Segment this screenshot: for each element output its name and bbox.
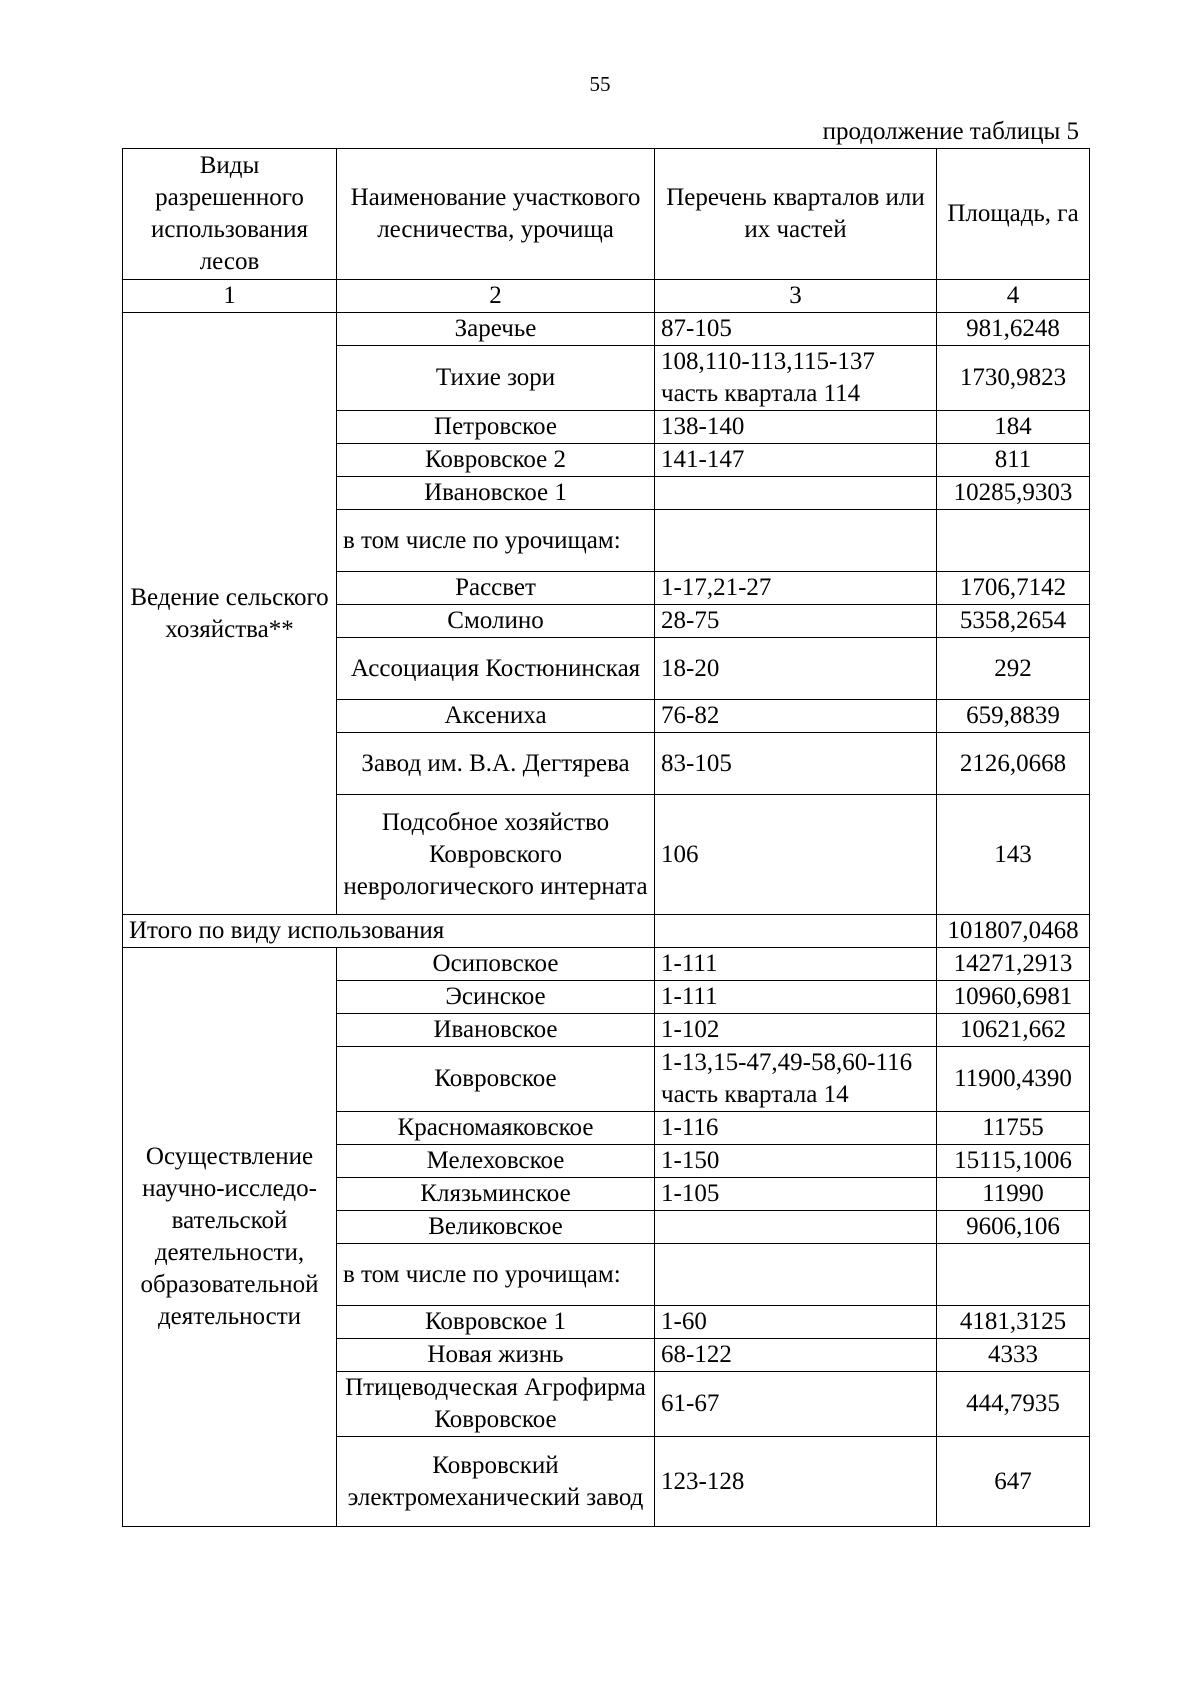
- use-type-research-education: Осуществление научно-исследо-вательской деятельности, образовательной деятельности: [123, 948, 337, 1527]
- total-label: Итого по виду использования: [123, 915, 655, 948]
- blocks-cell: 87-105: [655, 313, 937, 346]
- table-continuation-label: продолжение таблицы 5: [822, 118, 1079, 145]
- blocks-cell: 83-105: [655, 733, 937, 795]
- table-row: [123, 313, 1090, 346]
- blocks-cell: 28-75: [655, 605, 937, 638]
- area-cell: 10285,9303: [937, 477, 1090, 510]
- total-blocks: [655, 915, 937, 948]
- area-cell: 444,7935: [937, 1372, 1090, 1437]
- forestry-name-cell: Смолино: [337, 605, 655, 638]
- header-row: [123, 149, 1090, 280]
- header-use-type: Виды разрешенного использования лесов: [123, 149, 337, 280]
- forestry-name-cell: Рассвет: [337, 572, 655, 605]
- area-cell: 1730,9823: [937, 346, 1090, 411]
- blocks-cell: 1-111: [655, 948, 937, 981]
- area-cell: 11755: [937, 1112, 1090, 1145]
- area-cell: 292: [937, 638, 1090, 700]
- area-cell: 659,8839: [937, 700, 1090, 733]
- table-row: [123, 948, 1090, 981]
- forestry-name-cell: Мелеховское: [337, 1145, 655, 1178]
- page-number: 55: [589, 72, 611, 96]
- total-row: [123, 915, 1090, 948]
- header-forestry-name: Наименование участкового лесничества, урочища: [337, 149, 655, 280]
- blocks-cell: 76-82: [655, 700, 937, 733]
- blocks-cell: [655, 477, 937, 510]
- total-area: 101807,0468: [937, 915, 1090, 948]
- forestry-name-cell: Клязьминское: [337, 1178, 655, 1211]
- forestry-name-cell: Эсинское: [337, 981, 655, 1014]
- blocks-cell: 1-17,21-27: [655, 572, 937, 605]
- forestry-name-cell: Новая жизнь: [337, 1339, 655, 1372]
- area-cell: 811: [937, 444, 1090, 477]
- area-cell: 11900,4390: [937, 1047, 1090, 1112]
- header-blocks-list: Перечень кварталов или их частей: [655, 149, 937, 280]
- area-cell: 5358,2654: [937, 605, 1090, 638]
- area-cell: 11990: [937, 1178, 1090, 1211]
- forestry-name-cell: Ивановское 1: [337, 477, 655, 510]
- forestry-name-cell: Осиповское: [337, 948, 655, 981]
- area-cell: 2126,0668: [937, 733, 1090, 795]
- area-cell: 647: [937, 1437, 1090, 1527]
- header-area: Площадь, га: [937, 149, 1090, 280]
- column-number-row: [123, 280, 1090, 313]
- blocks-cell: 1-60: [655, 1306, 937, 1339]
- blocks-cell: 61-67: [655, 1372, 937, 1437]
- forestry-name-cell: Ковровское 1: [337, 1306, 655, 1339]
- use-type-agriculture: Ведение сельского хозяйства**: [123, 313, 337, 915]
- blocks-cell: 138-140: [655, 411, 937, 444]
- blocks-cell: 68-122: [655, 1339, 937, 1372]
- forestry-name-cell: в том числе по урочищам:: [337, 1244, 655, 1306]
- blocks-cell: 1-102: [655, 1014, 937, 1047]
- forestry-name-cell: Великовское: [337, 1211, 655, 1244]
- forestry-name-cell: в том числе по урочищам:: [337, 510, 655, 572]
- area-cell: 10621,662: [937, 1014, 1090, 1047]
- forestry-name-cell: Завод им. В.А. Дегтярева: [337, 733, 655, 795]
- area-cell: 981,6248: [937, 313, 1090, 346]
- forestry-name-cell: Ковровское 2: [337, 444, 655, 477]
- area-cell: 15115,1006: [937, 1145, 1090, 1178]
- blocks-cell: [655, 1211, 937, 1244]
- blocks-cell: 1-105: [655, 1178, 937, 1211]
- area-cell: 10960,6981: [937, 981, 1090, 1014]
- column-number: 3: [655, 280, 937, 313]
- column-number: 2: [337, 280, 655, 313]
- forest-use-table: [122, 148, 1090, 1527]
- forestry-name-cell: Аксениха: [337, 700, 655, 733]
- area-cell: 143: [937, 795, 1090, 915]
- column-number: 1: [123, 280, 337, 313]
- blocks-cell: [655, 510, 937, 572]
- blocks-cell: 141-147: [655, 444, 937, 477]
- blocks-cell: [655, 1244, 937, 1306]
- area-cell: 184: [937, 411, 1090, 444]
- blocks-cell: 1-111: [655, 981, 937, 1014]
- blocks-cell: 1-116: [655, 1112, 937, 1145]
- forestry-name-cell: Ковровское: [337, 1047, 655, 1112]
- forestry-name-cell: Тихие зори: [337, 346, 655, 411]
- forestry-name-cell: Красномаяковское: [337, 1112, 655, 1145]
- area-cell: 14271,2913: [937, 948, 1090, 981]
- area-cell: 4181,3125: [937, 1306, 1090, 1339]
- forestry-name-cell: Ковровский электромеханический завод: [337, 1437, 655, 1527]
- blocks-cell: 106: [655, 795, 937, 915]
- blocks-cell: 108,110-113,115-137 часть квартала 114: [655, 346, 937, 411]
- blocks-cell: 1-13,15-47,49-58,60-116 часть квартала 14: [655, 1047, 937, 1112]
- area-cell: 9606,106: [937, 1211, 1090, 1244]
- blocks-cell: 123-128: [655, 1437, 937, 1527]
- forestry-name-cell: Ивановское: [337, 1014, 655, 1047]
- area-cell: [937, 1244, 1090, 1306]
- area-cell: 4333: [937, 1339, 1090, 1372]
- forestry-name-cell: Петровское: [337, 411, 655, 444]
- forestry-name-cell: Заречье: [337, 313, 655, 346]
- blocks-cell: 1-150: [655, 1145, 937, 1178]
- column-number: 4: [937, 280, 1090, 313]
- forestry-name-cell: Птицеводческая Агрофирма Ковровское: [337, 1372, 655, 1437]
- blocks-cell: 18-20: [655, 638, 937, 700]
- area-cell: [937, 510, 1090, 572]
- forestry-name-cell: Ассоциация Костюнинская: [337, 638, 655, 700]
- forestry-name-cell: Подсобное хозяйство Ковровского неврологического интерната: [337, 795, 655, 915]
- area-cell: 1706,7142: [937, 572, 1090, 605]
